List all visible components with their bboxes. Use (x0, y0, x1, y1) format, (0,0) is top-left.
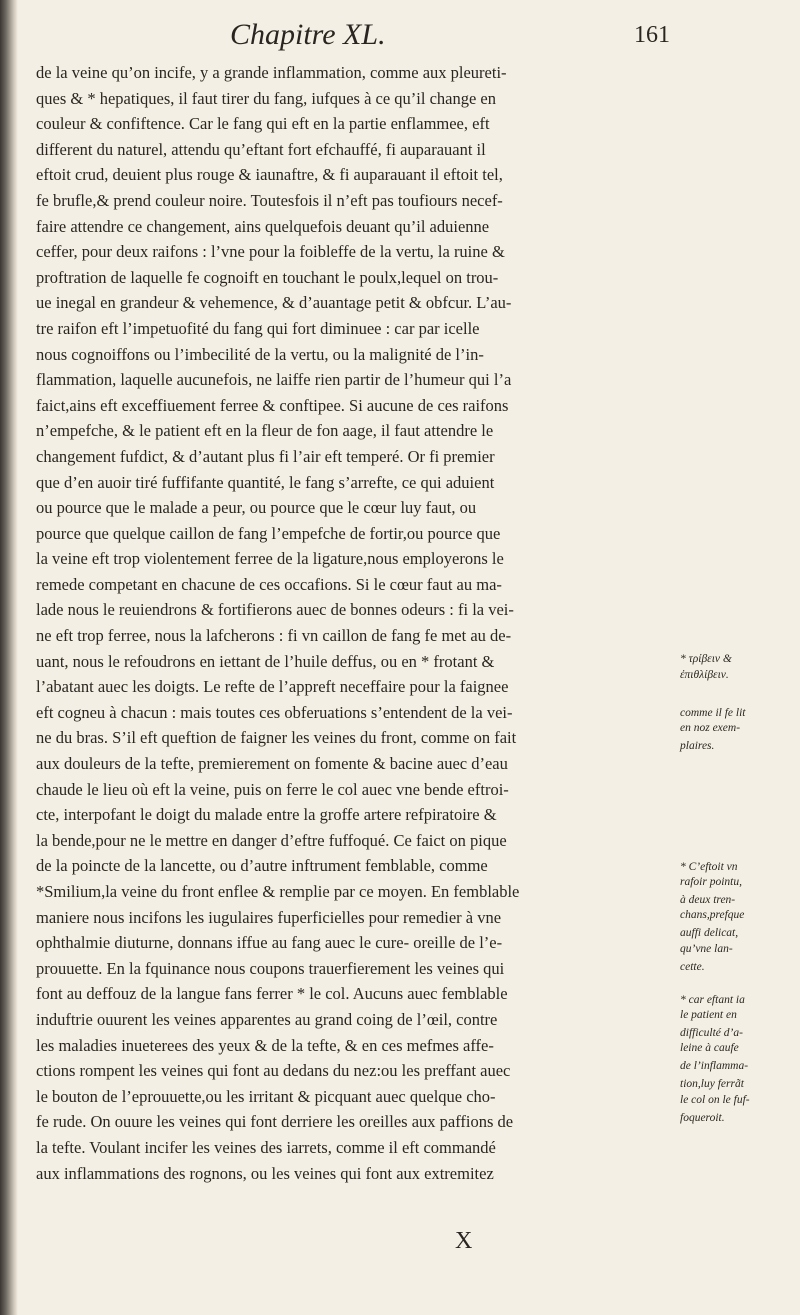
text-line: remede competant en chacune de ces occafions. Si le cœur faut au ma- (36, 574, 502, 594)
signature-mark: X (455, 1228, 473, 1254)
text-line: ne du bras. S’il eft queftion de faigner les veines du front, comme on fait (36, 728, 517, 748)
text-line: eft cogneu à chacun : mais toutes ces obferuations s’entendent de la vei- (36, 702, 513, 722)
page-number: 161 (634, 22, 670, 48)
margin-note: ἐπιθλίβειν. (680, 668, 729, 681)
text-line: ctions rompent les veines qui font au dedans du nez:ou les preffant auec (36, 1061, 511, 1081)
text-line: proftration de laquelle fe cognoift en touchant le poulx,lequel on trou- (36, 267, 499, 287)
text-line: la tefte. Voulant incifer les veines des iarrets, comme il eft commandé (36, 1137, 496, 1157)
text-line: de la veine qu’on incife, y a grande inflammation, comme aux pleureti- (36, 63, 507, 82)
text-line: tre raifon eft l’impetuofité du fang qui fort diminuee : car par icelle (36, 318, 480, 338)
text-line: les maladies inueterees des yeux & de la tefte, & en ces mefmes affe- (36, 1035, 494, 1055)
text-line: maniere nous incifons les iugulaires fuperficielles pour remedier à vne (36, 907, 502, 927)
text-line: ceffer, pour deux raifons : l’vne pour la foibleffe de la vertu, la ruine & (36, 242, 505, 262)
margin-note: difficulté d’a- (680, 1027, 743, 1040)
margin-note: foqueroit. (680, 1111, 725, 1124)
margin-note: qu’vne lan- (680, 942, 733, 955)
text-line: couleur & confiftence. Car le fang qui eft en la partie enflammee, eft (36, 114, 490, 134)
text-line: faire attendre ce changement, ains quelquefois deuant qu’il aduienne (36, 216, 490, 236)
text-line: ue inegal en grandeur & vehemence, & d’auantage petit & obfcur. L’au- (36, 293, 512, 313)
margin-note: le col on le fuf- (680, 1093, 750, 1106)
margin-note: plaires. (680, 740, 715, 753)
text-line: uant, nous le refoudrons en iettant de l’huile deffus, ou en * frotant & (36, 651, 495, 671)
text-line: la veine eft trop violentement ferree de la ligature,nous employerons le (36, 549, 504, 569)
text-line: le bouton de l’eprouuette,ou les irritant & picquant auec quelque cho- (36, 1086, 496, 1106)
chapter-title: Chapitre XL. (230, 18, 386, 51)
margin-note: * car eftant ia (680, 993, 745, 1006)
margin-note: de l’inflamma- (680, 1060, 749, 1073)
text-line: prouuette. En la fquinance nous coupons trauerfierement les veines qui (36, 958, 505, 978)
text-line: induftrie ouurent les veines apparentes au grand coing de l’œil, contre (36, 1009, 498, 1029)
text-line: lade nous le reuiendrons & fortifierons auec de bonnes odeurs : fi la vei- (36, 600, 514, 620)
text-line: cte, interpofant le doigt du malade entre la groffe artere refpiratoire & (36, 805, 497, 825)
margin-note: le patient en (680, 1009, 737, 1022)
text-line: que d’en auoir tiré fuffifante quantité, le fang s’arrefte, ce qui aduient (36, 472, 495, 492)
text-line: nous cognoiffons ou l’imbecilité de la vertu, ou la malignité de l’in- (36, 344, 484, 364)
margin-note: leine à caufe (680, 1042, 739, 1055)
text-line: n’empefche, & le patient eft en la fleur de fon aage, il faut attendre le (36, 421, 494, 441)
margin-note: rafoir pointu, (680, 876, 742, 889)
text-line: la bende,pour ne le mettre en danger d’eftre fuffoqué. Ce faict on pique (36, 830, 507, 850)
text-line: pource que quelque caillon de fang l’empefche de fortir,ou pource que (36, 523, 501, 543)
text-line: l’abatant auec les doigts. Le refte de l’appreft neceffaire pour la faignee (36, 677, 509, 697)
text-line: fe rude. On ouure les veines qui font derriere les oreilles aux paffions de (36, 1112, 514, 1132)
text-line: changement fufdict, & d’autant plus fi l’air eft temperé. Or fi premier (36, 446, 495, 466)
main-text-block (36, 60, 676, 1186)
margin-note: en noz exem- (680, 722, 741, 735)
text-line: ophthalmie diuturne, donnans iffue au fang auec le cure- oreille de l’e- (36, 933, 503, 953)
text-line: *Smilium,la veine du front enflee & remplie par ce moyen. En femblable (36, 882, 520, 901)
margin-note: auffi delicat, (680, 927, 739, 940)
text-line: flammation, laquelle aucunefois, ne laiffe rien partir de l’humeur qui l’a (36, 370, 512, 390)
text-line: faict,ains eft exceffiuement ferree & conftipee. Si aucune de ces raifons (36, 395, 509, 415)
margin-note: cette. (680, 960, 705, 973)
text-line: chaude le lieu où eft la veine, puis on ferre le col auec vne bende eftroi- (36, 779, 509, 799)
book-gutter-shadow (0, 0, 18, 1315)
text-line: aux inflammations des rognons, ou les veines qui font aux extremitez (36, 1163, 494, 1183)
margin-note: chans,prefque (680, 909, 745, 922)
text-line: eftoit crud, deuient plus rouge & iaunaftre, & fi auparauant il eftoit tel, (36, 165, 503, 185)
text-line: font au deffouz de la langue fans ferrer * le col. Aucuns auec femblable (36, 984, 508, 1004)
text-line: fe brufle,& prend couleur noire. Toutesfois il n’eft pas toufiours necef- (36, 190, 503, 210)
text-line: aux douleurs de la tefte, premierement on fomente & bacine auec d’eau (36, 754, 508, 774)
text-line: ne eft trop ferree, nous la lafcherons : fi vn caillon de fang fe met au de- (36, 626, 512, 646)
margin-note: * C’eftoit vn (680, 860, 738, 873)
margin-note: * τρίβειν & (680, 653, 732, 666)
margin-note: tion,luy ferrãt (680, 1078, 744, 1091)
running-header (230, 18, 670, 58)
text-line: ques & * hepatiques, il faut tirer du fang, iufques à ce qu’il change en (36, 88, 497, 108)
text-line: different du naturel, attendu qu’eftant fort efchauffé, fi auparauant il (36, 139, 486, 159)
text-line: de la poincte de la lancette, ou d’autre inftrument femblable, comme (36, 856, 488, 876)
text-line: ou pource que le malade a peur, ou pource que le cœur luy faut, ou (36, 498, 477, 518)
margin-note: comme il fe lit (680, 707, 746, 720)
margin-note: à deux tren- (680, 894, 736, 906)
